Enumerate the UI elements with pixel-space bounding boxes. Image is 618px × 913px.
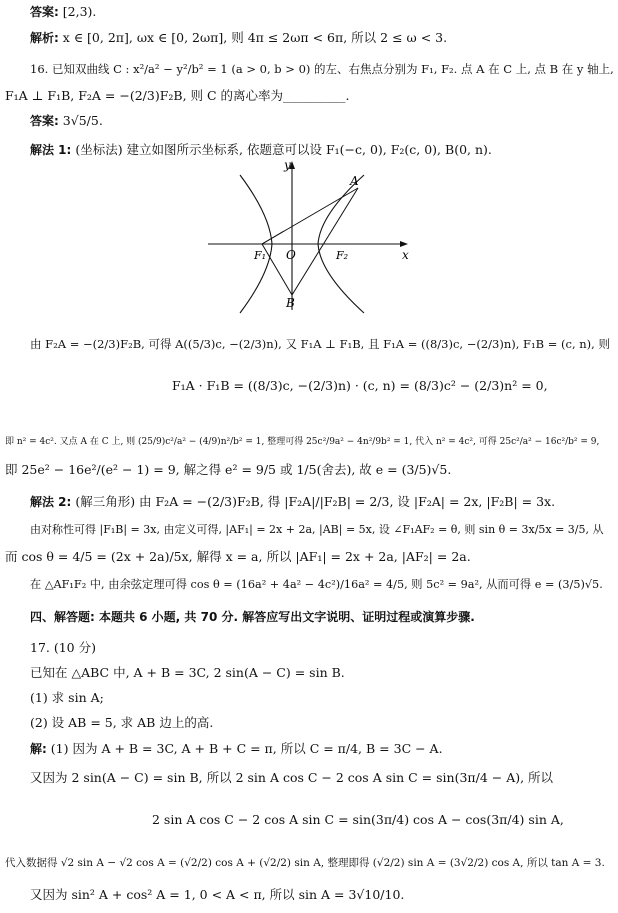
line-text: F₁A · F₁B = ((8/3)c, −(2/3)n) · (c, n) = (8/3)c² − (2/3)n² = 0, [172, 378, 548, 393]
line-label: 解析: [30, 31, 59, 45]
text-line [30, 522, 604, 537]
line-text: 即 n² = 4c². 又点 A 在 C 上, 则 (25/9)c²/a² − (4/9)n²/b² = 1, 整理可得 25c²/9a² − 4n²/9b² = 1, 代入 n² = 4c², 可得 25c²/a² − 16c²/b² = 9, [5, 437, 600, 447]
line-text: F₁A ⊥ F₁B, F₂A = −(2/3)F₂B, 则 C 的离心率为__________. [5, 88, 350, 103]
text-line [30, 887, 404, 902]
text-line [172, 378, 548, 393]
text-line [5, 856, 605, 871]
line-label: 答案: [30, 114, 59, 128]
line-text: 又因为 2 sin(A − C) = sin B, 所以 2 sin A cos C − 2 cos A sin C = sin(3π/4 − A), 所以 [30, 770, 554, 785]
line-text: (解三角形) 由 F₂A = −(2/3)F₂B, 得 |F₂A|/|F₂B| = 2/3, 设 |F₂A| = 2x, |F₂B| = 3x. [75, 494, 556, 509]
line-text: 又因为 sin² A + cos² A = 1, 0 < A < π, 所以 sin A = 3√10/10. [30, 887, 405, 902]
text-line [30, 715, 213, 730]
line-text: 由对称性可得 |F₁B| = 3x, 由定义可得, |AF₁| = 2x + 2a, |AB| = 5x, 设 ∠F₁AF₂ = θ, 则 sin θ = 3x/5x = 3/5, 从 [30, 523, 604, 536]
text-line [30, 62, 614, 77]
line-text: (1) 求 sin A; [30, 690, 104, 705]
label-F2: F₂ [336, 249, 349, 262]
text-line [30, 4, 96, 20]
text-line [30, 741, 443, 757]
line-text: 即 25e² − 16e²/(e² − 1) = 9, 解之得 e² = 9/5 或 1/5(舍去), 故 e = (3/5)√5. [5, 462, 452, 477]
text-line [30, 690, 104, 705]
line-text: 在 △AF₁F₂ 中, 由余弦定理可得 cos θ = (16a² + 4a² − 4c²)/16a² = 4/5, 则 5c² = 9a², 从而可得 e = (3/5)√5. [30, 578, 603, 591]
text-line [5, 549, 471, 564]
label-y: y [284, 158, 291, 172]
line-text: 而 cos θ = 4/5 = (2x + 2a)/5x, 解得 x = a, 所以 |AF₁| = 2x + 2a, |AF₂| = 2a. [5, 549, 471, 564]
line-label: 解: [30, 742, 47, 756]
label-B: B [286, 296, 295, 310]
line-label: 答案: [30, 5, 59, 19]
line-text: 代入数据得 √2 sin A − √2 cos A = (√2/2) cos A + (√2/2) sin A, 整理即得 (√2/2) sin A = (3√2/2) cos A, 所以 tan A = 3. [5, 857, 605, 869]
text-line [30, 494, 555, 510]
segment-F1-hyperbola [262, 231, 284, 244]
text-line [30, 665, 345, 680]
line-text: 16. 已知双曲线 C : x²/a² − y²/b² = 1 (a > 0, b > 0) 的左、右焦点分别为 F₁, F₂. 点 A 在 C 上, 点 B 在 y 轴上, [30, 62, 614, 76]
text-line [30, 640, 96, 655]
line-label: 解法 1: [30, 143, 72, 157]
line-text: 由 F₂A = −(2/3)F₂B, 可得 A((5/3)c, −(2/3)n), 又 F₁A ⊥ F₁B, 且 F₁A = ((8/3)c, −(2/3)n), F₁B = (c, n), 则 [30, 337, 610, 351]
text-line [30, 113, 103, 129]
text-line [5, 462, 451, 477]
text-line [152, 812, 564, 827]
line-text: 2 sin A cos C − 2 cos A sin C = sin(3π/4) cos A − cos(3π/4) sin A, [152, 812, 564, 827]
text-line [30, 577, 603, 592]
text-line [30, 30, 447, 46]
label-O: O [286, 248, 296, 262]
line-text: (1) 因为 A + B = 3C, A + B + C = π, 所以 C = π/4, B = 3C − A. [50, 741, 443, 756]
line-text: 17. (10 分) [30, 640, 96, 655]
x-axis-arrow [400, 241, 408, 247]
label-A: A [350, 174, 359, 188]
line-text: (坐标法) 建立如图所示坐标系, 依题意可以设 F₁(−c, 0), F₂(c, 0), B(0, n). [75, 142, 492, 157]
text-line [30, 337, 610, 352]
line-label: 四、解答题: 本题共 6 小题, 共 70 分. 解答应写出文字说明、证明过程或演算步骤. [30, 610, 475, 624]
line-label: 解法 2: [30, 495, 72, 509]
text-line [5, 435, 599, 450]
hyperbola-figure [200, 155, 420, 315]
text-line [30, 770, 553, 785]
text-line [30, 609, 475, 625]
line-text: (2) 设 AB = 5, 求 AB 边上的高. [30, 715, 214, 730]
text-line [5, 88, 350, 103]
line-text: 3√5/5. [62, 113, 103, 128]
segment-A-B [292, 188, 358, 295]
label-F1: F₁ [254, 249, 267, 262]
line-text: x ∈ [0, 2π], ωx ∈ [0, 2ωπ], 则 4π ≤ 2ωπ < 6π, 所以 2 ≤ ω < 3. [62, 30, 448, 45]
label-x: x [402, 248, 409, 262]
line-text: [2,3). [62, 4, 97, 19]
line-text: 已知在 △ABC 中, A + B = 3C, 2 sin(A − C) = sin B. [30, 665, 345, 680]
